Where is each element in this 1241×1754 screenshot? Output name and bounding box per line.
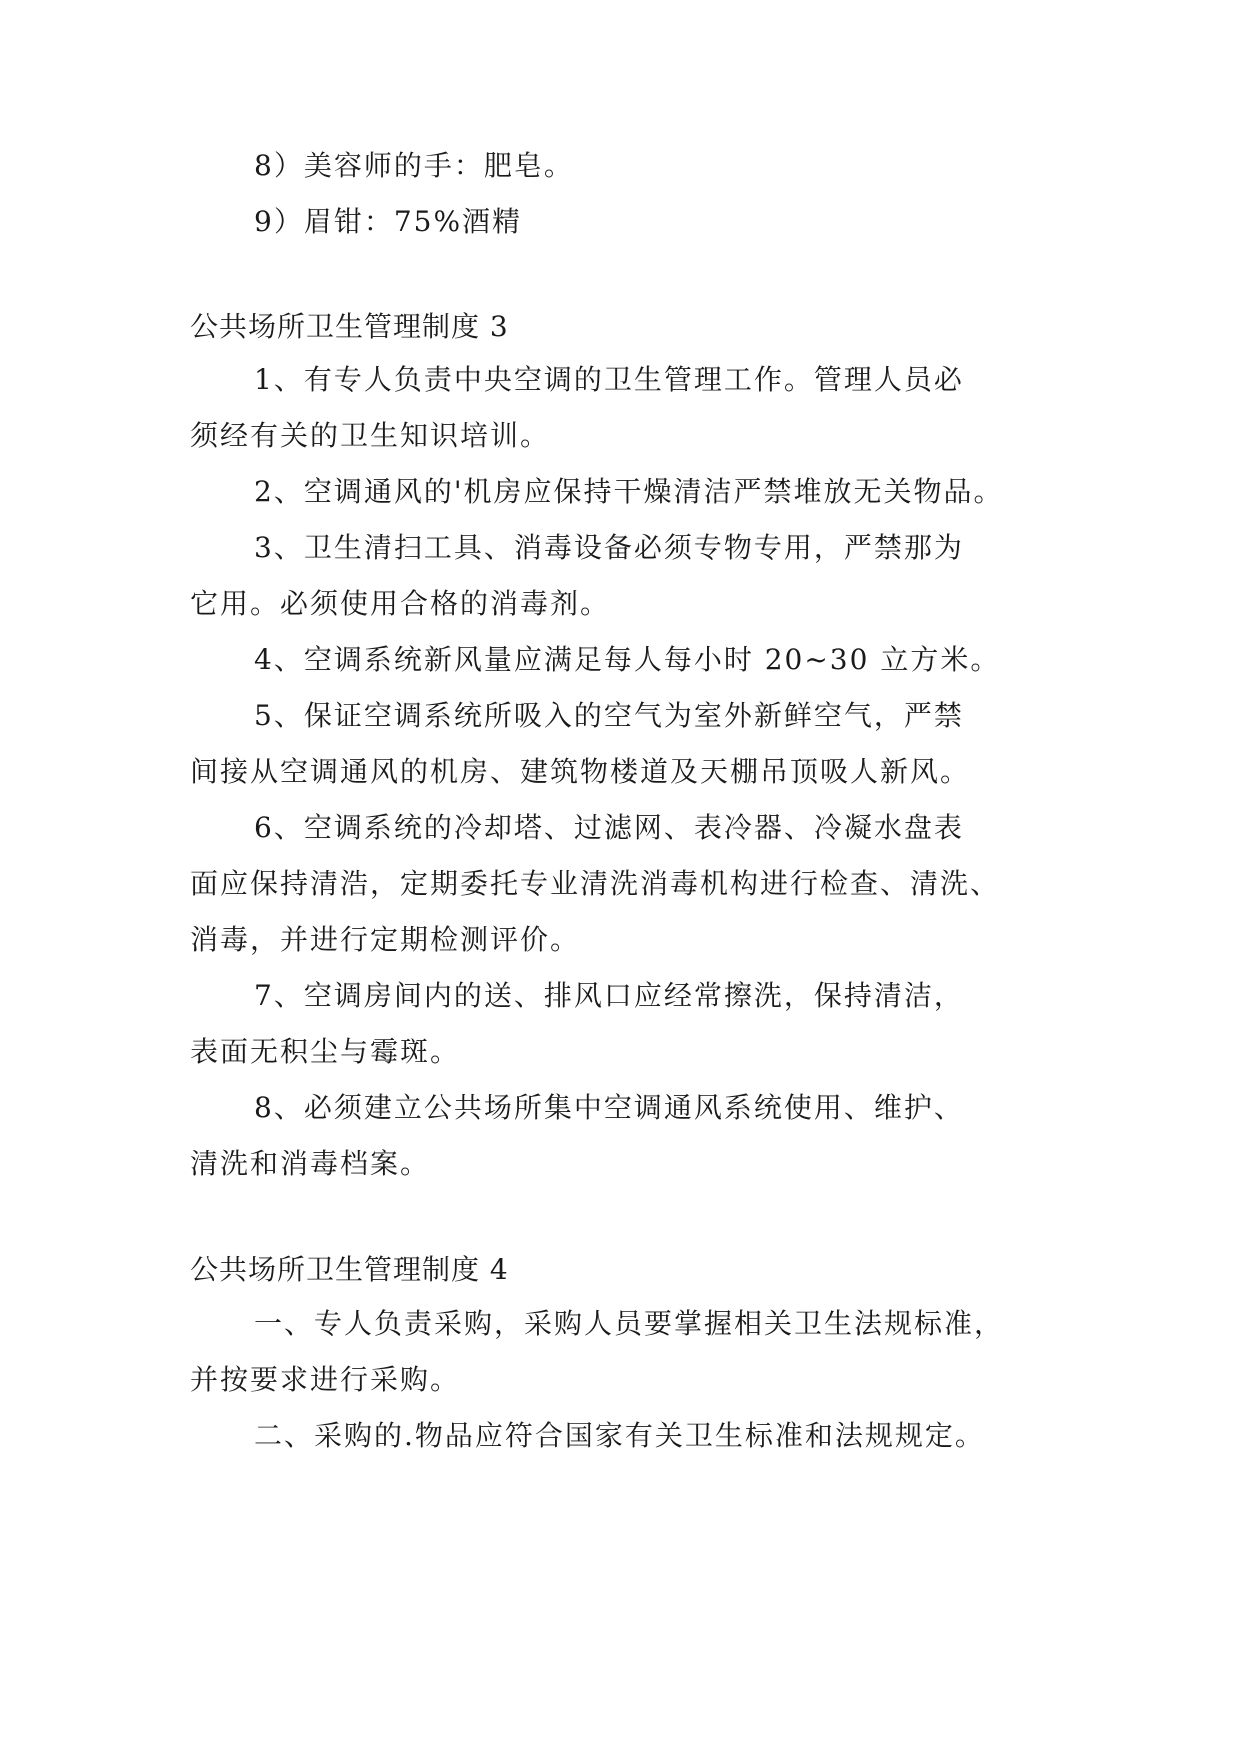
paragraph-line: 2、空调通风的'机房应保持干燥清洁严禁堆放无关物品。: [254, 475, 1004, 508]
section-heading: 公共场所卫生管理制度 3: [190, 310, 509, 343]
paragraph-line: 消毒，并进行定期检测评价。: [190, 923, 581, 956]
paragraph-line: 1、有专人负责中央空调的卫生管理工作。管理人员必: [254, 363, 964, 396]
paragraph-line: 3、卫生清扫工具、消毒设备必须专物专用，严禁那为: [254, 531, 964, 564]
paragraph-line: 5、保证空调系统所吸入的空气为室外新鲜空气，严禁: [254, 699, 964, 732]
paragraph-line: 4、空调系统新风量应满足每人每小时 20~30 立方米。: [254, 643, 1001, 676]
paragraph-line: 表面无积尘与霉斑。: [190, 1035, 461, 1068]
paragraph-line: 7、空调房间内的送、排风口应经常擦洗，保持清洁，: [254, 979, 964, 1012]
paragraph-line: 6、空调系统的冷却塔、过滤网、表冷器、冷凝水盘表: [254, 811, 964, 844]
paragraph-line: 面应保持清浩，定期委托专业清洗消毒机构进行检查、清洗、: [190, 867, 1001, 900]
paragraph-line: 二、采购的.物品应符合国家有关卫生标准和法规规定。: [254, 1419, 985, 1452]
list-item: 9）眉钳：75%酒精: [254, 205, 523, 238]
paragraph-line: 须经有关的卫生知识培训。: [190, 419, 551, 452]
paragraph-line: 一、专人负责采购，采购人员要掌握相关卫生法规标准，: [254, 1307, 1005, 1340]
paragraph-line: 间接从空调通风的机房、建筑物楼道及天棚吊顶吸人新风。: [190, 755, 971, 788]
paragraph-line: 清洗和消毒档案。: [190, 1147, 431, 1180]
paragraph-line: 它用。必须使用合格的消毒剂。: [190, 587, 611, 620]
section-heading: 公共场所卫生管理制度 4: [190, 1253, 509, 1286]
paragraph-line: 并按要求进行采购。: [190, 1363, 461, 1396]
paragraph-line: 8、必须建立公共场所集中空调通风系统使用、维护、: [254, 1091, 964, 1124]
list-item: 8）美容师的手：肥皂。: [254, 149, 574, 182]
